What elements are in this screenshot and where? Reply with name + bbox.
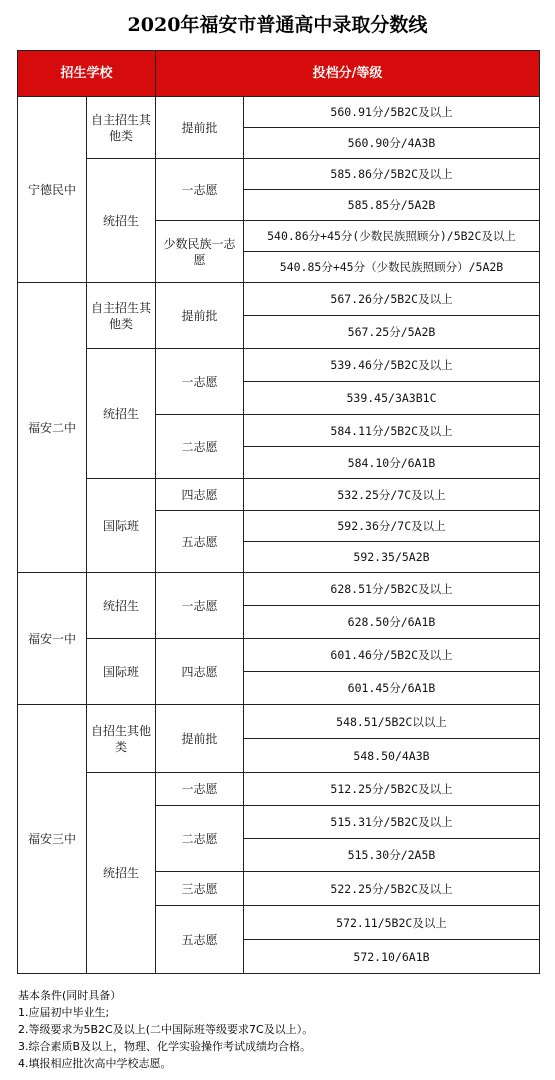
batch-cell: 三志愿	[156, 872, 244, 906]
category-cell: 国际班	[87, 479, 156, 573]
score-cell: 628.51分/5B2C及以上	[244, 573, 540, 606]
category-cell: 自主招生其他类	[87, 283, 156, 349]
school-cell: 福安一中	[18, 573, 87, 705]
notes-section	[18, 987, 548, 1072]
score-cell: 592.35/5A2B	[244, 542, 540, 573]
score-cell: 540.85分+45分（少数民族照顾分）/5A2B	[244, 252, 540, 283]
batch-cell: 四志愿	[156, 479, 244, 511]
score-cell: 585.86分/5B2C及以上	[244, 159, 540, 190]
score-cell: 540.86分+45分(少数民族照顾分)/5B2C及以上	[244, 221, 540, 252]
page-title: 2020年福安市普通高中录取分数线	[127, 14, 428, 36]
batch-cell: 提前批	[156, 97, 244, 159]
score-cell: 522.25分/5B2C及以上	[244, 872, 540, 906]
score-cell: 548.51/5B2C以以上	[244, 705, 540, 739]
school-cell: 福安二中	[18, 283, 87, 573]
score-cell: 628.50分/6A1B	[244, 606, 540, 639]
score-table	[17, 50, 540, 974]
batch-cell: 提前批	[156, 705, 244, 773]
category-cell: 统招生	[87, 773, 156, 974]
score-cell: 567.25分/5A2B	[244, 316, 540, 349]
category-cell: 统招生	[87, 159, 156, 283]
batch-cell: 二志愿	[156, 415, 244, 479]
batch-cell: 二志愿	[156, 806, 244, 872]
category-cell: 自主招生其他类	[87, 97, 156, 159]
batch-cell: 五志愿	[156, 511, 244, 573]
batch-cell: 一志愿	[156, 573, 244, 639]
score-cell: 592.36分/7C及以上	[244, 511, 540, 542]
score-cell: 567.26分/5B2C及以上	[244, 283, 540, 316]
notes-line: 2.等级要求为5B2C及以上(二中国际班等级要求7C及以上）。	[18, 1023, 314, 1036]
header-score: 投档分/等级	[156, 51, 540, 97]
score-cell: 584.10分/6A1B	[244, 447, 540, 479]
category-cell: 统招生	[87, 349, 156, 479]
score-cell: 560.91分/5B2C及以上	[244, 97, 540, 128]
school-cell: 福安三中	[18, 705, 87, 974]
notes-line: 基本条件(同时具备）	[18, 989, 122, 1002]
category-cell: 统招生	[87, 573, 156, 639]
score-cell: 601.46分/5B2C及以上	[244, 639, 540, 672]
score-cell: 515.30分/2A5B	[244, 839, 540, 872]
notes-line: 4.填报相应批次高中学校志愿。	[18, 1057, 172, 1070]
score-cell: 601.45分/6A1B	[244, 672, 540, 705]
score-cell: 515.31分/5B2C及以上	[244, 806, 540, 839]
batch-cell: 少数民族一志愿	[156, 221, 244, 283]
batch-cell: 五志愿	[156, 906, 244, 974]
score-cell: 539.46分/5B2C及以上	[244, 349, 540, 382]
score-cell: 572.10/6A1B	[244, 940, 540, 974]
header-school: 招生学校	[18, 51, 156, 97]
score-cell: 539.45/3A3B1C	[244, 382, 540, 415]
notes-line: 3.综合素质B及以上，物理、化学实验操作考试成绩均合格。	[18, 1040, 312, 1053]
batch-cell: 一志愿	[156, 349, 244, 415]
category-cell: 国际班	[87, 639, 156, 705]
batch-cell: 四志愿	[156, 639, 244, 705]
school-cell: 宁德民中	[18, 97, 87, 283]
score-cell: 585.85分/5A2B	[244, 190, 540, 221]
score-cell: 512.25分/5B2C及以上	[244, 773, 540, 806]
score-cell: 584.11分/5B2C及以上	[244, 415, 540, 447]
score-cell: 560.90分/4A3B	[244, 128, 540, 159]
score-cell: 572.11/5B2C及以上	[244, 906, 540, 940]
batch-cell: 提前批	[156, 283, 244, 349]
score-cell: 532.25分/7C及以上	[244, 479, 540, 511]
category-cell: 自招生其他类	[87, 705, 156, 773]
score-cell: 548.50/4A3B	[244, 739, 540, 773]
notes-line: 1.应届初中毕业生;	[18, 1006, 110, 1019]
batch-cell: 一志愿	[156, 773, 244, 806]
batch-cell: 一志愿	[156, 159, 244, 221]
